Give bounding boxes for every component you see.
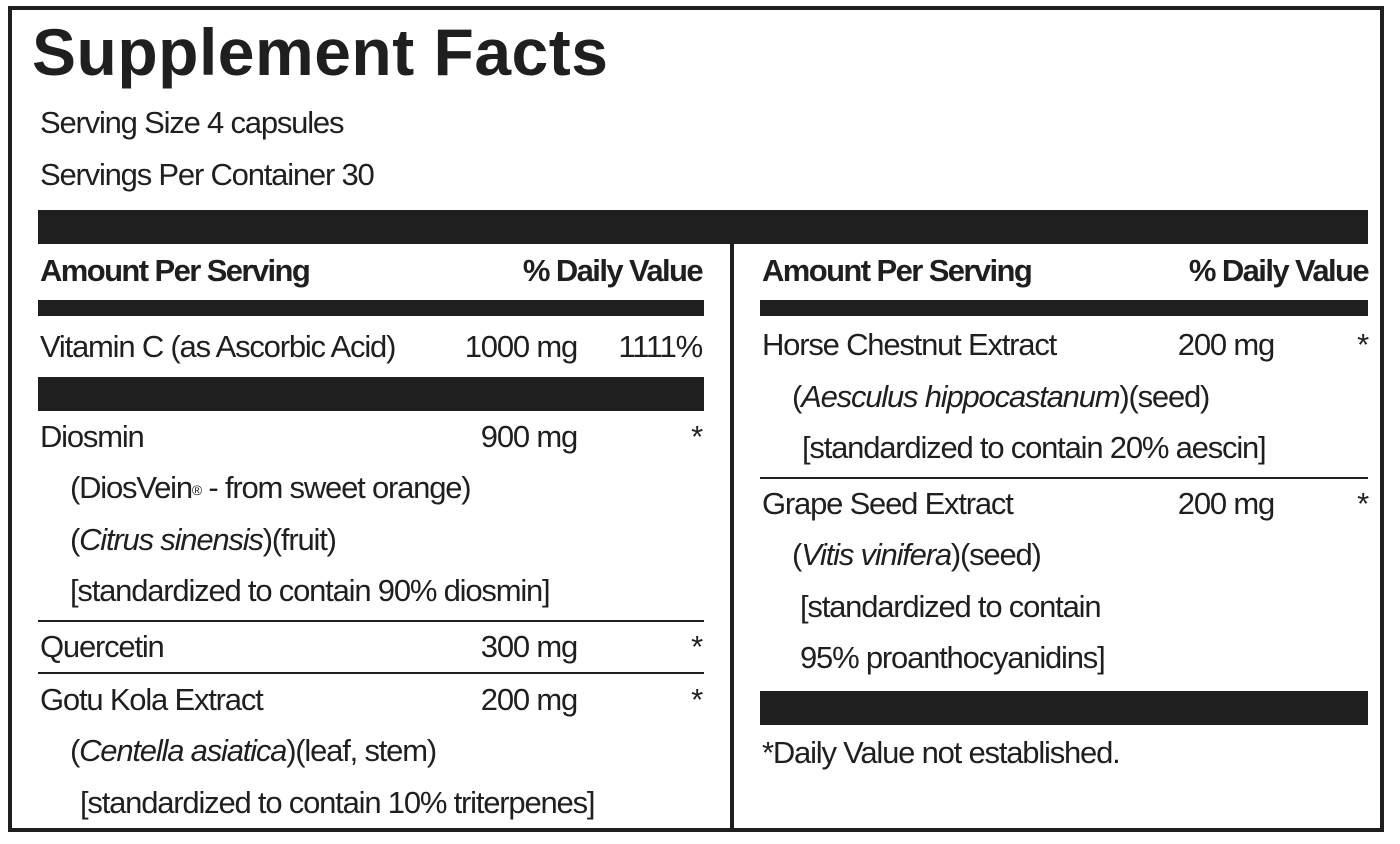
quercetin-dv: * xyxy=(691,629,702,664)
quercetin-amount: 300 mg xyxy=(480,629,577,664)
thick-divider-vitamin xyxy=(38,377,704,411)
gotu-kola-amount: 200 mg xyxy=(480,682,577,717)
grape-seed-latin: Vitis vinifera xyxy=(801,537,951,572)
grape-seed-standardization-2: 95% proanthocyanidins] xyxy=(800,640,1105,675)
serving-size: Serving Size 4 capsules xyxy=(40,105,344,140)
gotu-kola-name: Gotu Kola Extract xyxy=(40,682,263,717)
diosmin-latin: Citrus sinensis xyxy=(79,522,263,557)
diosmin-dv: * xyxy=(691,419,702,454)
horse-chestnut-amount: 200 mg xyxy=(1177,327,1274,362)
diosmin-brand-line xyxy=(70,470,470,506)
horse-chestnut-part: )(seed) xyxy=(1119,379,1210,414)
rule-quercetin xyxy=(38,620,704,622)
right-amount-header: Amount Per Serving xyxy=(762,253,1032,288)
paren-open: ( xyxy=(792,379,802,414)
diosmin-amount: 900 mg xyxy=(480,419,577,454)
gotu-kola-dv: * xyxy=(691,682,702,717)
grape-seed-standardization-1: [standardized to contain xyxy=(800,589,1101,624)
left-amount-header: Amount Per Serving xyxy=(40,253,310,288)
grape-seed-dv: * xyxy=(1357,486,1368,521)
paren-open: ( xyxy=(70,522,80,557)
left-header-bar xyxy=(38,300,704,316)
rule-grape-seed xyxy=(760,477,1368,479)
paren-open: ( xyxy=(792,537,802,572)
vitamin-c-name: Vitamin C (as Ascorbic Acid) xyxy=(40,329,396,364)
rule-gotu-kola xyxy=(38,672,704,674)
diosmin-name: Diosmin xyxy=(40,419,144,454)
grape-seed-part: )(seed) xyxy=(950,537,1041,572)
servings-per-container: Servings Per Container 30 xyxy=(40,157,374,192)
registered-mark: ® xyxy=(191,482,201,498)
right-dv-header: % Daily Value xyxy=(1188,253,1368,288)
gotu-kola-latin: Centella asiatica xyxy=(79,733,287,768)
diosmin-standardization: [standardized to contain 90% diosmin] xyxy=(70,573,550,608)
right-header-bar xyxy=(760,300,1368,316)
thick-divider-bottom xyxy=(760,691,1368,725)
horse-chestnut-name: Horse Chestnut Extract xyxy=(762,327,1057,362)
paren-open: ( xyxy=(70,733,80,768)
grape-seed-source-line xyxy=(792,537,1041,573)
gotu-kola-part: )(leaf, stem) xyxy=(286,733,436,768)
daily-value-footnote: *Daily Value not established. xyxy=(762,735,1120,770)
left-dv-header: % Daily Value xyxy=(522,253,702,288)
vitamin-c-dv: 1111% xyxy=(618,329,702,364)
quercetin-name: Quercetin xyxy=(40,629,164,664)
horse-chestnut-latin: Aesculus hippocastanum xyxy=(801,379,1120,414)
panel-title: Supplement Facts xyxy=(32,15,609,89)
horse-chestnut-dv: * xyxy=(1357,327,1368,362)
grape-seed-name: Grape Seed Extract xyxy=(762,486,1013,521)
vitamin-c-amount: 1000 mg xyxy=(464,329,577,364)
column-divider xyxy=(730,244,734,832)
horse-chestnut-source-line xyxy=(792,379,1209,415)
grape-seed-amount: 200 mg xyxy=(1177,486,1274,521)
diosmin-brand: (DiosVein xyxy=(70,470,192,505)
diosmin-source-line xyxy=(70,522,336,558)
diosmin-brand-source: - from sweet orange) xyxy=(201,470,471,505)
gotu-kola-standardization: [standardized to contain 10% triterpenes] xyxy=(80,785,595,820)
diosmin-part: )(fruit) xyxy=(262,522,336,557)
thick-divider-top xyxy=(38,210,1368,244)
horse-chestnut-standardization: [standardized to contain 20% aescin] xyxy=(802,430,1266,465)
gotu-kola-source-line xyxy=(70,733,436,769)
